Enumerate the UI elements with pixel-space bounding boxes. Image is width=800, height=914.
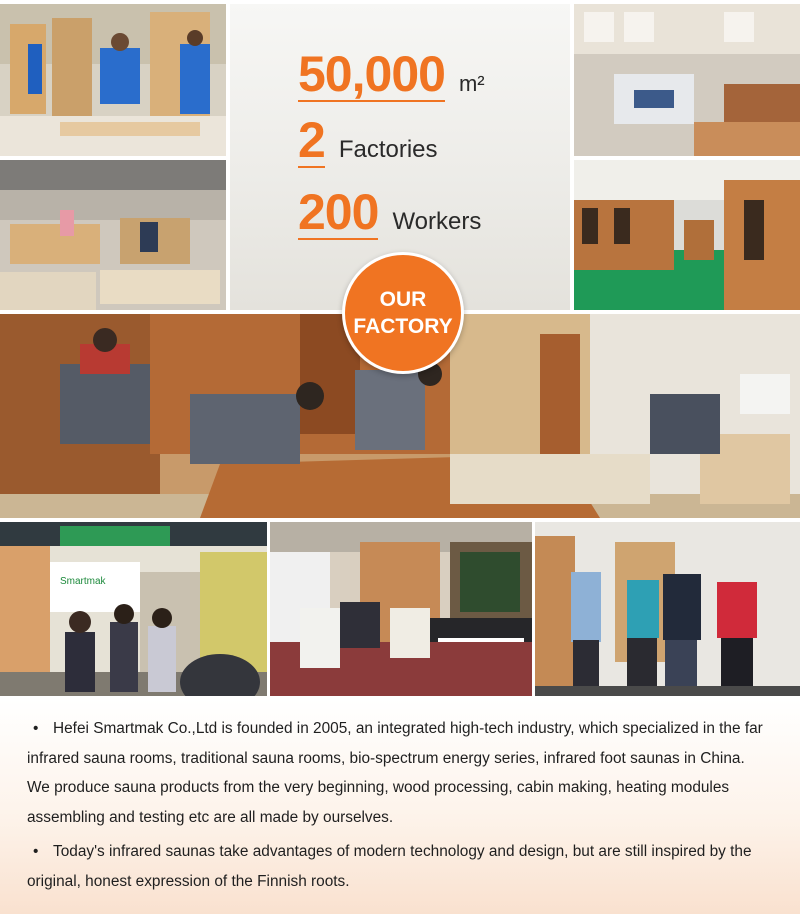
factories-number: 2 xyxy=(298,112,325,168)
intro-paragraph xyxy=(27,714,767,832)
badge-line-2: FACTORY xyxy=(353,315,453,338)
area-stat xyxy=(298,48,485,102)
team-visitors-photo xyxy=(535,522,800,696)
machinery-photo xyxy=(574,4,800,156)
workers-stat xyxy=(298,186,481,240)
heritage-text: Today's infrared saunas take advantages of modern technology and design, but are still inspired by the original, honest expression of the Finnish roots. xyxy=(27,843,752,890)
area-number: 50,000 xyxy=(298,46,445,102)
heritage-paragraph xyxy=(27,837,767,896)
sauna-showroom-photo xyxy=(574,160,800,310)
company-description xyxy=(0,700,800,914)
factories-label: Factories xyxy=(338,136,438,163)
booth-sign: Smartmak xyxy=(60,576,106,587)
workers-label: Workers xyxy=(392,208,482,235)
workers-number: 200 xyxy=(298,184,379,240)
our-factory-badge xyxy=(342,252,464,374)
workshop-photo xyxy=(0,160,226,310)
area-unit: m² xyxy=(458,71,485,96)
factories-stat xyxy=(298,114,438,168)
bullet-icon: • xyxy=(33,843,39,860)
exhibition-booth-photo xyxy=(0,522,267,696)
intro-text: Hefei Smartmak Co.,Ltd is founded in 2005, an integrated high-tech industry, which specialized in the far infrared sauna rooms, traditional sauna rooms, bio-spectrum energy series, infrared foot saunas in China. We produce sauna products from the very beginning, wood processing, cabin making, heating modules assembling and testing etc are all made by ourselves. xyxy=(27,720,763,826)
badge-line-1: OUR xyxy=(379,288,427,311)
factory-workers-photo xyxy=(0,4,226,156)
bullet-icon: • xyxy=(33,720,39,737)
customer-meeting-photo xyxy=(270,522,532,696)
